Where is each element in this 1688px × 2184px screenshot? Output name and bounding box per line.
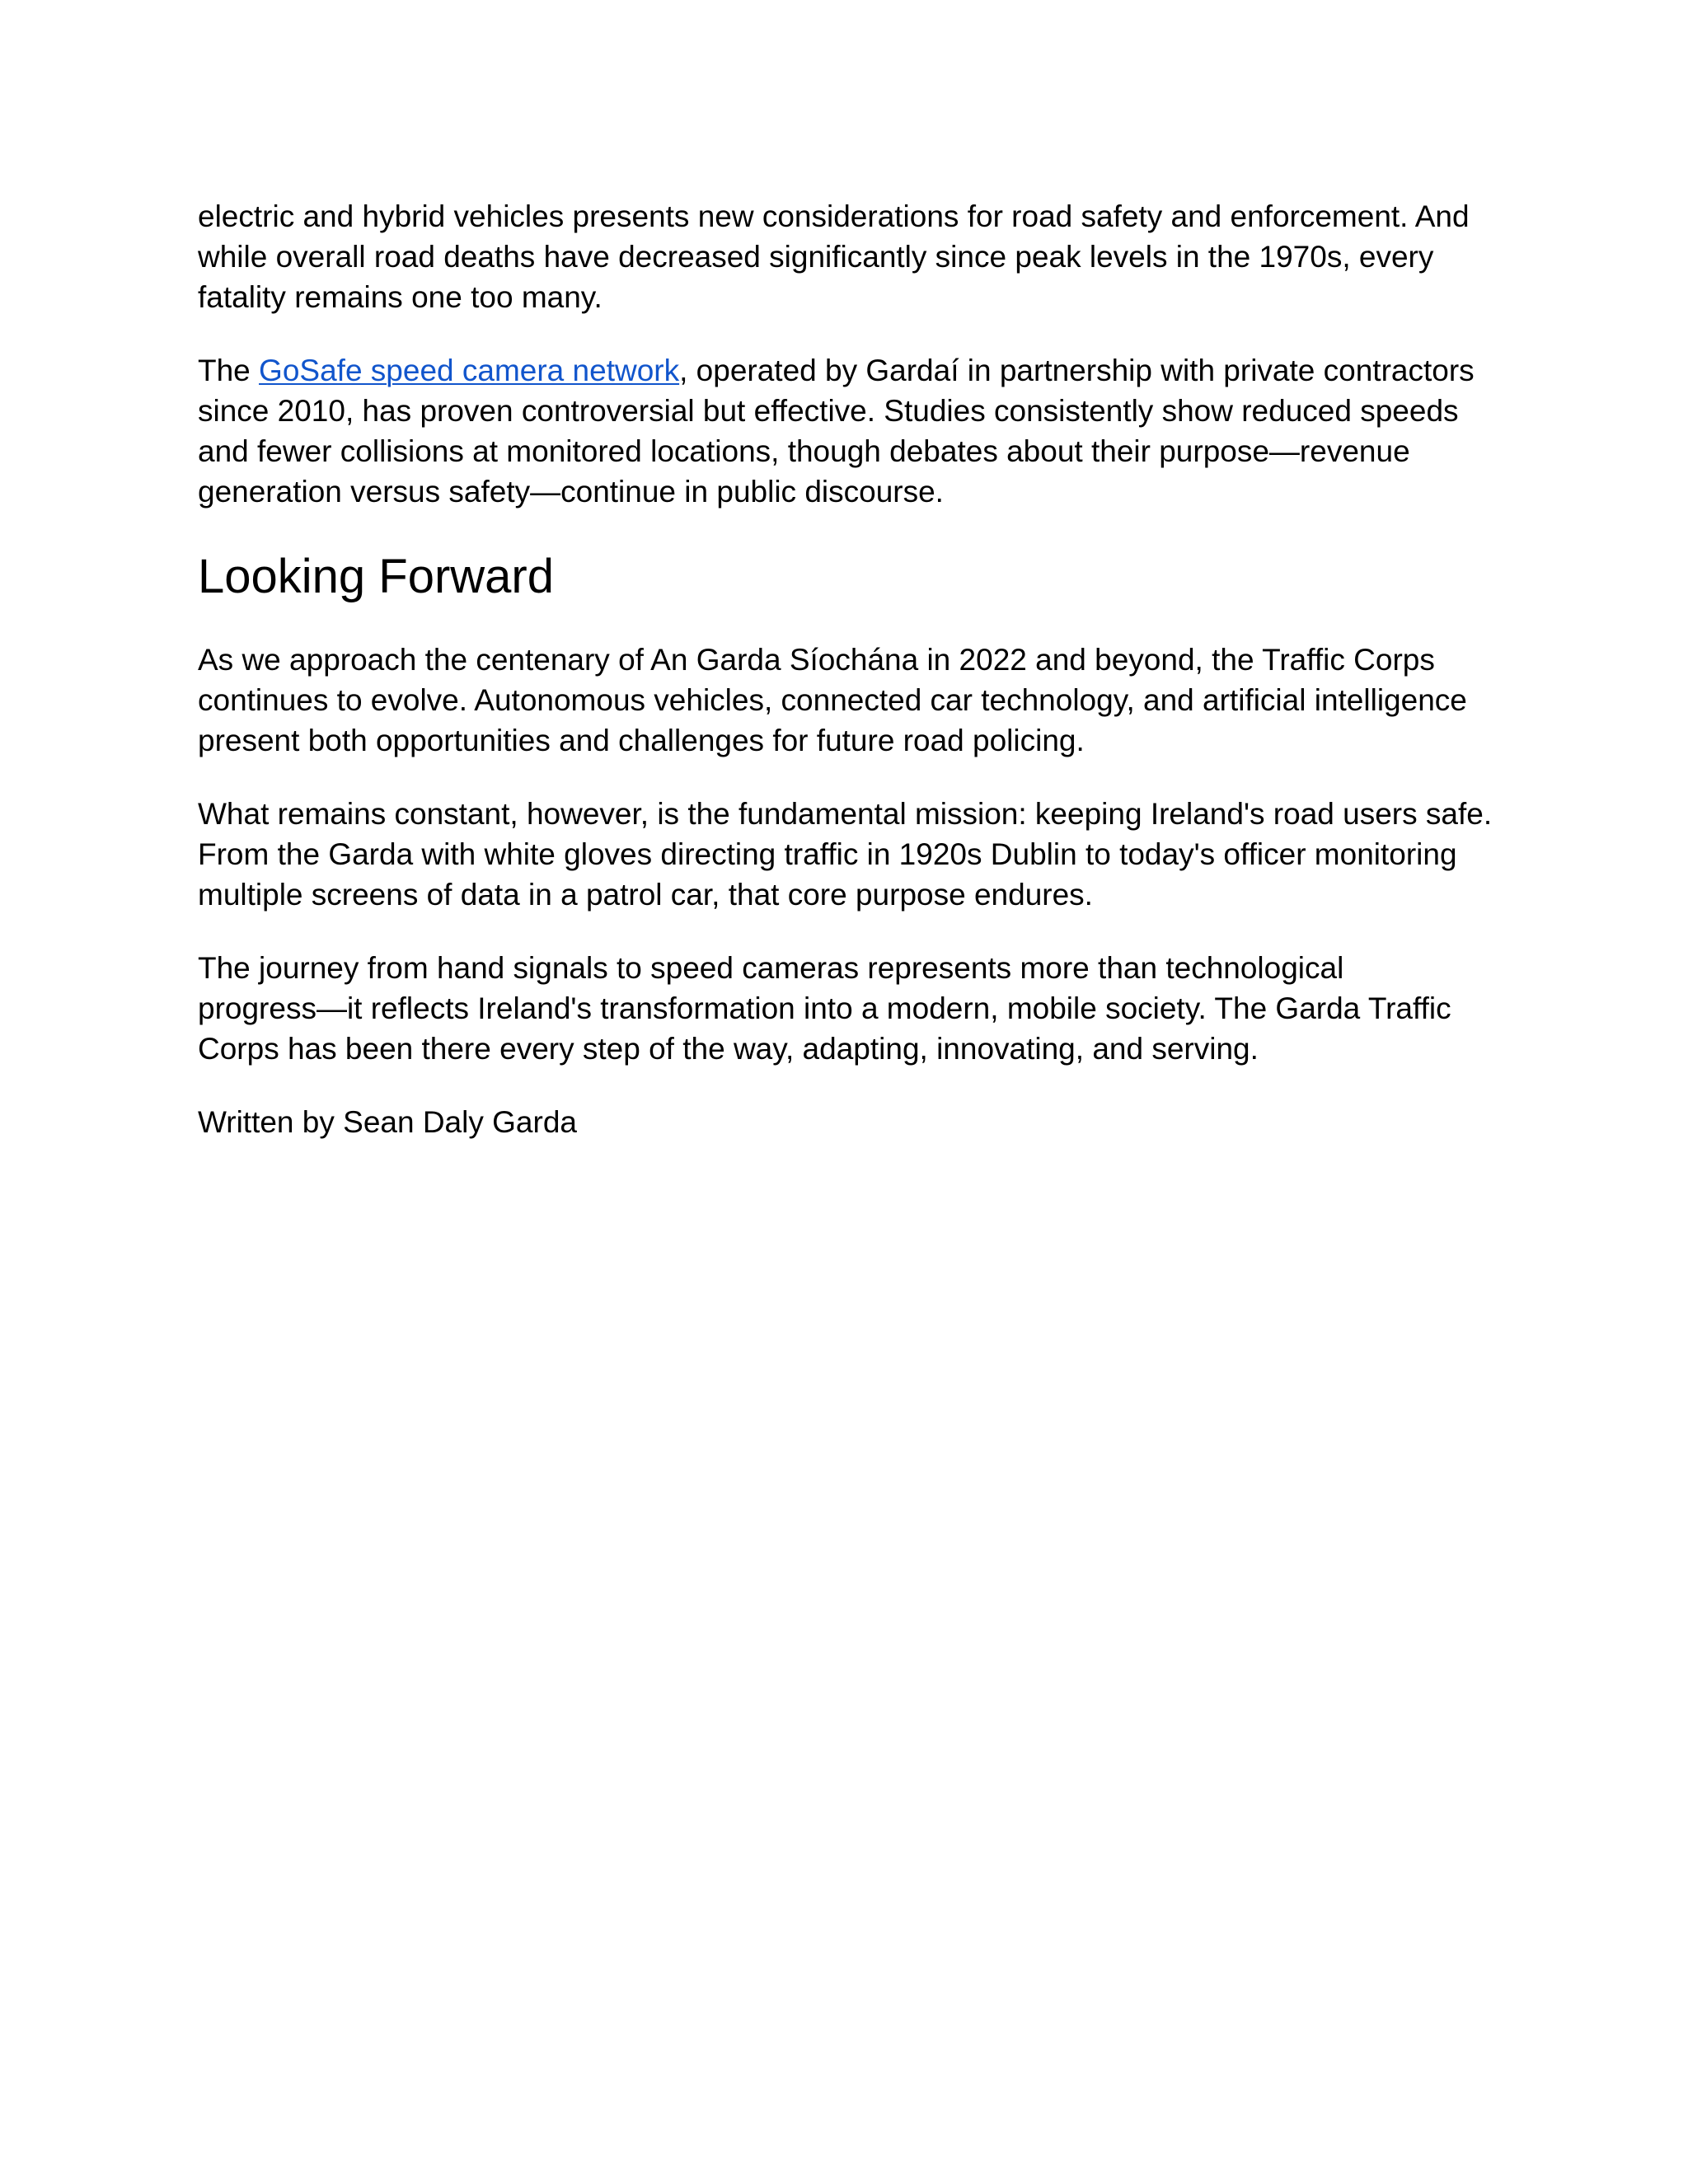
text-line: What remains constant, however, is the fundamental mission: keeping Ireland's road users safe. [198,797,1493,831]
text-line [198,350,1500,391]
section-heading: Looking Forward [198,550,554,603]
text-line: multiple screens of data in a patrol car, that core purpose endures. [198,878,1093,912]
text-line: while overall road deaths have decreased significantly since peak levels in the 1970s, every [198,240,1434,274]
paragraph-mission [198,794,1500,915]
text-line: since 2010, has proven controversial but effective. Studies consistently show reduced speeds [198,394,1459,428]
text-line: generation versus safety—continue in public discourse. [198,475,944,509]
paragraph-centenary [198,640,1500,761]
text-line: As we approach the centenary of An Garda Síochána in 2022 and beyond, the Traffic Corps [198,643,1435,677]
text-fragment: The [198,354,260,387]
text-line: From the Garda with white gloves directing traffic in 1920s Dublin to today's officer monitoring [198,837,1457,871]
byline: Written by Sean Daly Garda [198,1105,577,1139]
paragraph-road-safety [198,196,1500,317]
text-line: electric and hybrid vehicles presents new considerations for road safety and enforcement. And [198,199,1470,233]
gosafe-link[interactable]: GoSafe speed camera network [259,354,680,387]
text-line: fatality remains one too many. [198,280,603,314]
document-body [198,196,1500,1175]
text-line: Corps has been there every step of the way, adapting, innovating, and serving. [198,1032,1259,1066]
text-fragment: , operated by Gardaí in partnership with private contractors [679,354,1475,387]
text-line: progress—it reflects Ireland's transformation into a modern, mobile society. The Garda Traffic [198,991,1451,1025]
text-line: The journey from hand signals to speed cameras represents more than technological [198,951,1344,985]
text-line: present both opportunities and challenges for future road policing. [198,724,1085,757]
paragraph-gosafe [198,350,1500,512]
text-line: continues to evolve. Autonomous vehicles, connected car technology, and artificial intelligence [198,683,1467,717]
text-line: and fewer collisions at monitored locations, though debates about their purpose—revenue [198,434,1410,468]
paragraph-journey [198,948,1500,1069]
